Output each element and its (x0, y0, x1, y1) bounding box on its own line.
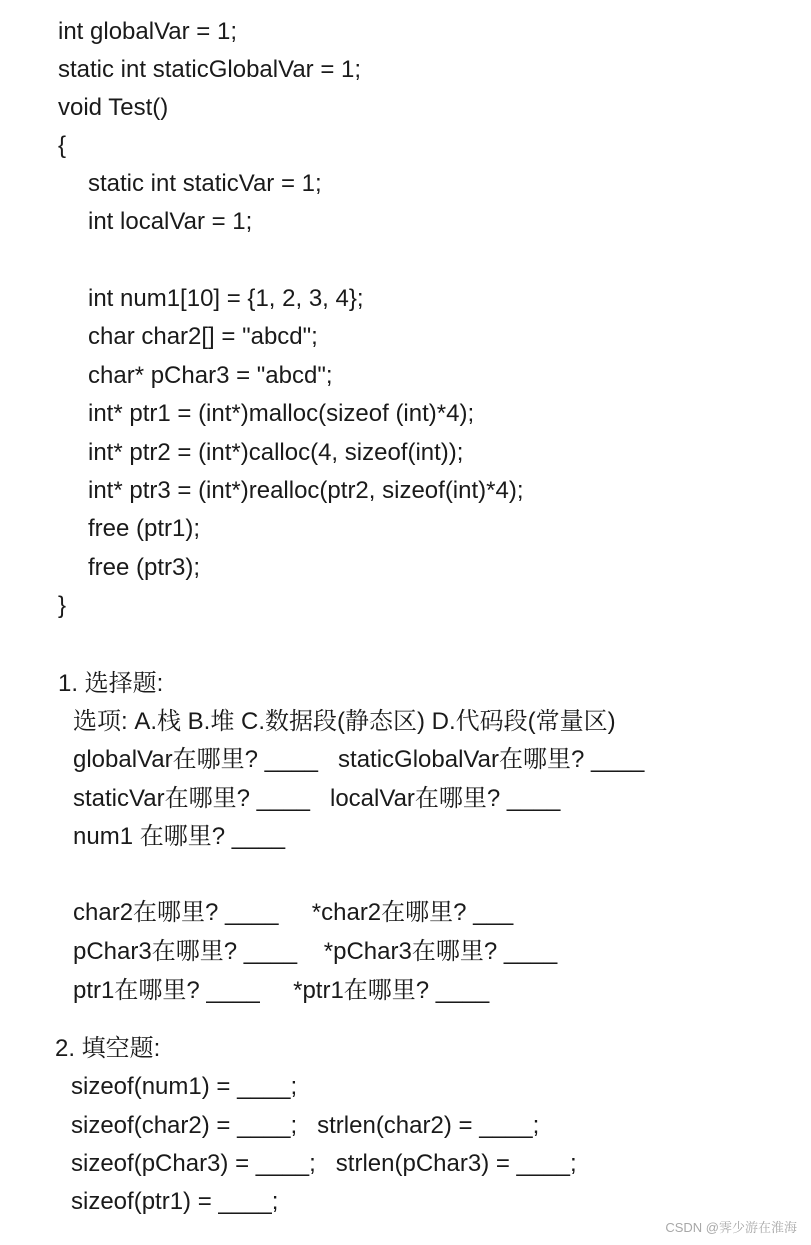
code-line-static-global-var: static int staticGlobalVar = 1; (58, 56, 362, 83)
code-line-num1: int num1[10] = {1, 2, 3, 4}; (88, 285, 364, 312)
code-line-ptr2: int* ptr2 = (int*)calloc(4, sizeof(int)); (88, 439, 464, 466)
section2-question: sizeof(num1) = ____; (71, 1073, 298, 1100)
code-line-ptr1: int* ptr1 = (int*)malloc(sizeof (int)*4); (88, 400, 475, 427)
section1-heading: 1. 选择题: (58, 670, 164, 697)
code-line-char2: char char2[] = "abcd"; (88, 323, 318, 350)
code-line-pchar3: char* pChar3 = "abcd"; (88, 362, 333, 389)
section2-question: sizeof(pChar3) = ____; strlen(pChar3) = ____; (71, 1150, 577, 1177)
code-line-free-ptr3: free (ptr3); (88, 554, 201, 581)
section1-question: staticVar在哪里? ____ localVar在哪里? ____ (73, 785, 561, 812)
code-line-static-var: static int staticVar = 1; (88, 170, 322, 197)
code-line-free-ptr1: free (ptr1); (88, 515, 201, 542)
code-line-global-var: int globalVar = 1; (58, 18, 238, 45)
section2-question: sizeof(ptr1) = ____; (71, 1188, 279, 1215)
section1-question: num1 在哪里? ____ (73, 823, 286, 850)
section1-question: ptr1在哪里? ____ *ptr1在哪里? ____ (73, 977, 490, 1004)
code-line-close-brace: } (58, 592, 67, 619)
section1-options: 选项: A.栈 B.堆 C.数据段(静态区) D.代码段(常量区) (73, 708, 616, 735)
csdn-watermark: CSDN @霁少游在淮海 (665, 1220, 797, 1235)
section1-question: pChar3在哪里? ____ *pChar3在哪里? ____ (73, 938, 558, 965)
code-line-function-signature: void Test() (58, 94, 169, 121)
section2-heading: 2. 填空题: (55, 1035, 161, 1062)
code-line-local-var: int localVar = 1; (88, 208, 253, 235)
code-line-open-brace: { (58, 132, 67, 159)
section1-question: char2在哪里? ____ *char2在哪里? ___ (73, 899, 514, 926)
section2-question: sizeof(char2) = ____; strlen(char2) = ____; (71, 1112, 540, 1139)
section1-question: globalVar在哪里? ____ staticGlobalVar在哪里? ____ (73, 746, 645, 773)
code-line-ptr3: int* ptr3 = (int*)realloc(ptr2, sizeof(int)*4); (88, 477, 524, 504)
